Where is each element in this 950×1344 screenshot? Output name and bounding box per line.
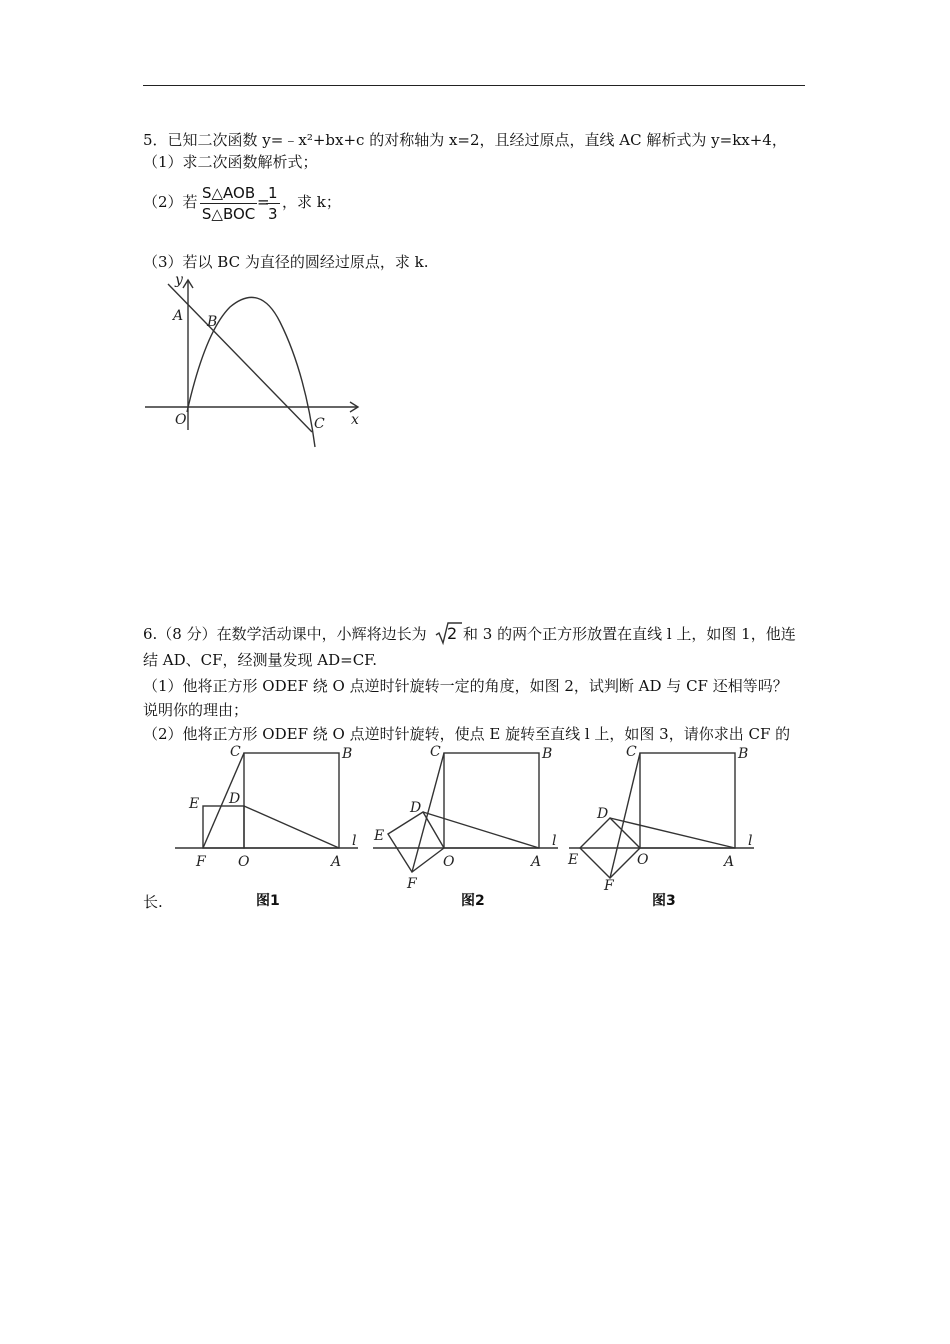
- segment-ad: [244, 806, 339, 848]
- label-f: F: [407, 876, 417, 890]
- q5-stem: 5．已知二次函数 y=﹣x²+bx+c 的对称轴为 x=2，且经过原点，直线 AC 解析式为 y=kx+4，: [143, 131, 787, 149]
- label-l: l: [352, 833, 357, 849]
- segment-ad: [610, 818, 735, 848]
- large-square-oabc: [640, 753, 735, 848]
- small-square-odef: [203, 806, 244, 848]
- label-o: O: [238, 854, 250, 870]
- y-label: y: [175, 272, 183, 288]
- figure-1: [170, 740, 375, 875]
- q5-parabola-figure: [140, 262, 370, 452]
- q5-part3: （3）若以 BC 为直径的圆经过原点，求 k.: [143, 253, 429, 271]
- q6-part2: （2）他将正方形 ODEF 绕 O 点逆时针旋转，使点 E 旋转至直线 l 上，如图 3，请你求出 CF 的: [143, 725, 791, 743]
- one-third-fraction: [266, 184, 280, 223]
- label-e: E: [189, 796, 200, 812]
- point-b-label: B: [207, 314, 218, 330]
- q6-part2-cont: 长.: [143, 893, 163, 911]
- label-o: O: [637, 852, 649, 868]
- label-f: F: [196, 854, 206, 870]
- label-l: l: [552, 833, 557, 849]
- q6-part1-cont: 说明你的理由；: [143, 701, 249, 719]
- fraction-numerator: S△AOB: [202, 184, 256, 202]
- label-a: A: [331, 854, 342, 870]
- label-c: C: [230, 744, 241, 760]
- label-f: F: [604, 878, 614, 890]
- label-b: B: [738, 746, 749, 762]
- small-square-odef: [388, 812, 444, 872]
- label-a: A: [724, 854, 735, 870]
- label-b: B: [342, 746, 353, 762]
- label-b: B: [542, 746, 553, 762]
- caption-fig3: 图3: [652, 893, 676, 909]
- q6-part1: （1）他将正方形 ODEF 绕 O 点逆时针旋转一定的角度，如图 2，试判断 AD 与 CF 还相等吗？: [143, 677, 788, 695]
- fraction-one: 1: [268, 184, 278, 202]
- header-rule: [143, 85, 805, 86]
- fraction-three: 3: [268, 205, 278, 223]
- q5-part2-suffix: ，求 k；: [282, 193, 341, 211]
- caption-fig2: 图2: [461, 893, 485, 909]
- label-a: A: [531, 854, 542, 870]
- sqrt-radicand: 2: [447, 624, 458, 643]
- q6-line2: 结 AD、CF，经测量发现 AD=CF.: [143, 651, 378, 669]
- large-square-oabc: [244, 753, 339, 848]
- figure-2: [370, 740, 575, 890]
- label-l: l: [748, 833, 753, 849]
- line-ac: [168, 284, 312, 432]
- label-d: D: [597, 806, 609, 822]
- point-c-label: C: [314, 416, 325, 432]
- segment-cf: [610, 753, 640, 878]
- label-d: D: [229, 791, 241, 807]
- label-o: O: [443, 854, 455, 870]
- x-label: x: [351, 412, 359, 428]
- caption-fig1: 图1: [256, 893, 280, 909]
- figure-3: [566, 740, 771, 890]
- fraction-equals: =: [257, 193, 270, 211]
- q5-part1: （1）求二次函数解析式；: [143, 153, 318, 171]
- label-e: E: [568, 852, 579, 868]
- q5-part2-prefix: （2）若: [143, 193, 198, 211]
- label-c: C: [430, 744, 441, 760]
- fraction-denominator: S△BOC: [201, 205, 256, 223]
- area-ratio-fraction: [200, 184, 257, 223]
- q6-stem-a: 6.（8 分）在数学活动课中，小辉将边长为: [143, 625, 427, 643]
- point-a-label: A: [173, 308, 184, 324]
- point-o-label: O: [175, 412, 187, 428]
- label-c: C: [626, 744, 637, 760]
- q6-stem-b: 和 3 的两个正方形放置在直线 l 上，如图 1，他连: [463, 625, 796, 643]
- label-e: E: [374, 828, 385, 844]
- label-d: D: [410, 800, 422, 816]
